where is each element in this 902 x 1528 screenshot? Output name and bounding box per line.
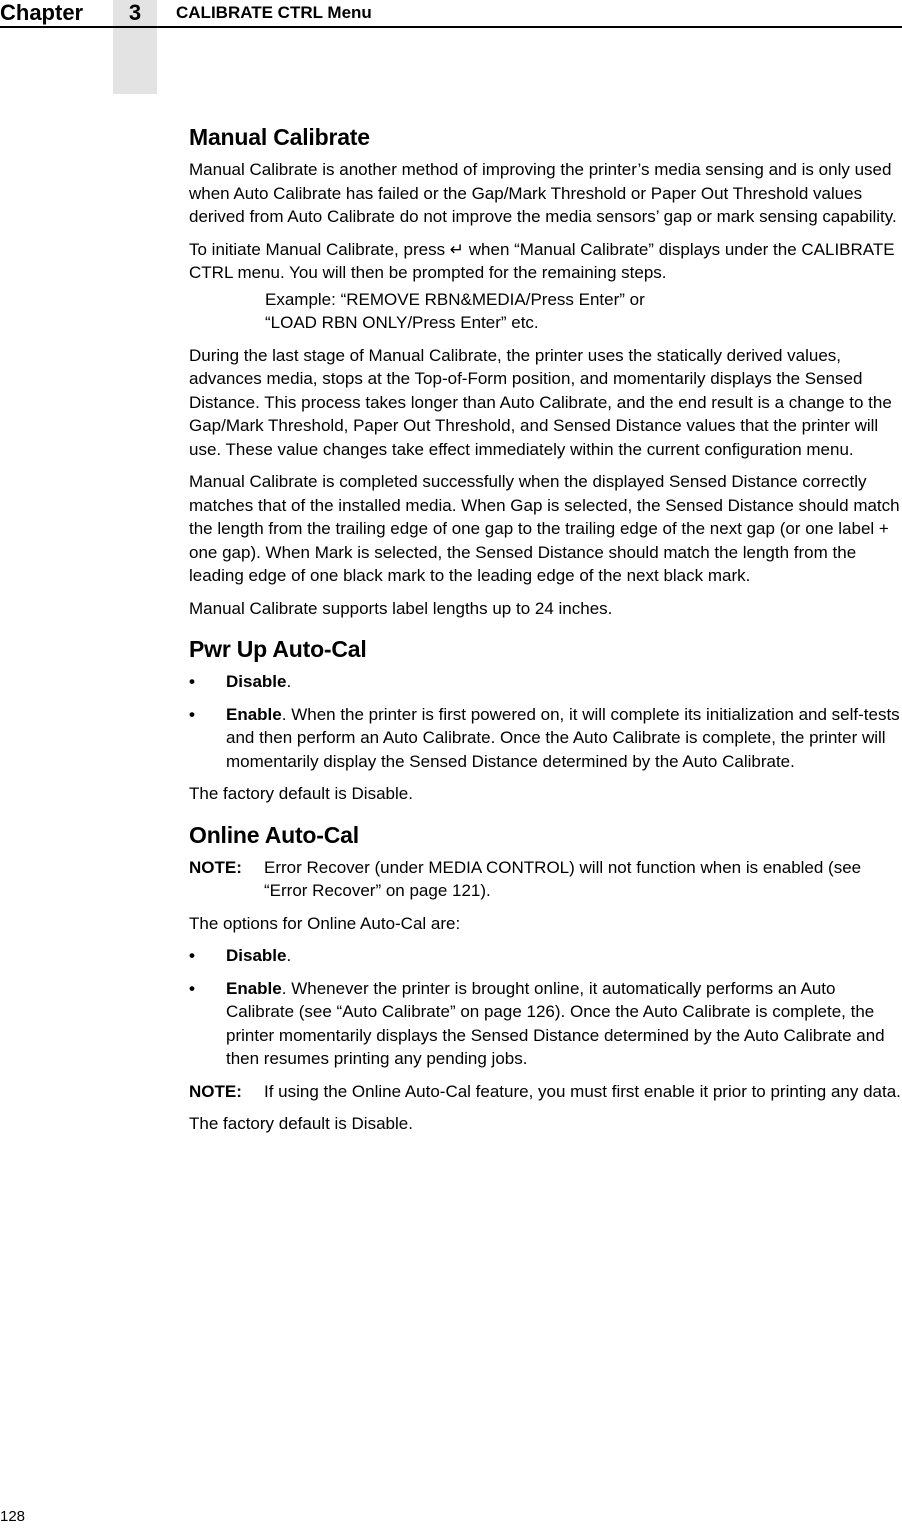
header-rule	[0, 26, 902, 28]
enter-key-icon: ↵	[449, 239, 465, 259]
section-title: CALIBRATE CTRL Menu	[176, 3, 372, 22]
heading-manual-calibrate: Manual Calibrate	[189, 124, 370, 150]
option-term: Disable	[226, 672, 287, 691]
paragraph-text: when “Manual Calibrate” displays under the CALIBRATE CTRL menu. You will then be prompted for the remaining steps.	[189, 239, 895, 282]
note	[189, 856, 901, 903]
note-label: NOTE:	[189, 1081, 242, 1101]
paragraph: The options for Online Auto-Cal are:	[189, 913, 461, 933]
paragraph: Manual Calibrate is another method of improving the printer’s media sensing and is only used when Auto Calibrate has failed or the Gap/Mark Threshold or Paper Out Threshold values derived from Auto Calibrate do not improve the media sensors’ gap or mark sensing capability.	[189, 160, 897, 226]
note-text: Error Recover (under MEDIA CONTROL) will not function when is enabled (see “Error Recover” on page 121).	[264, 857, 862, 900]
option-term: Enable	[226, 978, 282, 998]
page-header	[0, 0, 902, 30]
bullet-icon: •	[189, 946, 195, 965]
option-term: Disable	[226, 946, 287, 965]
bullet-icon: •	[189, 704, 195, 724]
note-text: If using the Online Auto-Cal feature, you must first enable it prior to printing any data.	[264, 1081, 901, 1101]
paragraph-text: To initiate Manual Calibrate, press	[189, 239, 450, 259]
paragraph-default: The factory default is Disable.	[189, 1114, 413, 1133]
option-term: Enable	[226, 704, 282, 724]
page-number: 128	[0, 1508, 26, 1525]
chapter-label: Chapter	[0, 0, 84, 25]
option-text: . When the printer is first powered on, it will complete its initialization and self-tests and then perform an Auto Calibrate. Once the Auto Calibrate is complete, the printer will momentarily display the Sensed Distance determined by the Auto Calibrate.	[226, 704, 900, 771]
heading-pwr-up-auto-cal: Pwr Up Auto-Cal	[189, 636, 367, 662]
note-label: NOTE:	[189, 857, 242, 877]
list-item	[189, 977, 901, 1071]
list-item	[189, 703, 901, 774]
chapter-tab	[113, 0, 157, 94]
heading-online-auto-cal: Online Auto-Cal	[189, 821, 359, 848]
list-item	[189, 670, 901, 694]
paragraph-default: The factory default is Disable.	[189, 784, 413, 803]
bullet-icon: •	[189, 672, 195, 691]
example-line: “LOAD RBN ONLY/Press Enter” etc.	[265, 313, 539, 332]
paragraph: Manual Calibrate supports label lengths up to 24 inches.	[189, 598, 613, 618]
example-block	[265, 288, 901, 335]
option-text: .	[286, 946, 292, 965]
list-item	[189, 944, 901, 968]
paragraph: Manual Calibrate is completed successfully when the displayed Sensed Distance correctly matches that of the installed media. When Gap is selected, the Sensed Distance should match the length from the trailing edge of one gap to the trailing edge of the next gap (or one label + one gap). When Mark is selected, the Sensed Distance should match the length from the leading edge of one black mark to the leading edge of the next black mark.	[189, 472, 900, 585]
paragraph-initiate	[189, 238, 901, 285]
example-line: Example: “REMOVE RBN&MEDIA/Press Enter” or	[265, 289, 645, 309]
chapter-number: 3	[128, 0, 142, 25]
option-text: . Whenever the printer is brought online, it automatically performs an Auto Calibrate (see “Auto Calibrate” on page 126). Once the Auto Calibrate is complete, the printer momentarily displays the Sensed Distance determined by the Auto Calibrate and then resumes printing any pending jobs.	[226, 978, 885, 1068]
page-content	[189, 122, 901, 1145]
option-text: .	[286, 672, 292, 691]
note	[189, 1080, 901, 1104]
paragraph: During the last stage of Manual Calibrate, the printer uses the statically derived values, advances media, stops at the Top-of-Form position, and momentarily displays the Sensed Distance. This process takes longer than Auto Calibrate, and the end result is a change to the Gap/Mark Threshold, Paper Out Threshold, and Sensed Distance values that the printer will use. These value changes take effect immediately within the current configuration menu.	[189, 345, 892, 459]
bullet-icon: •	[189, 978, 195, 998]
